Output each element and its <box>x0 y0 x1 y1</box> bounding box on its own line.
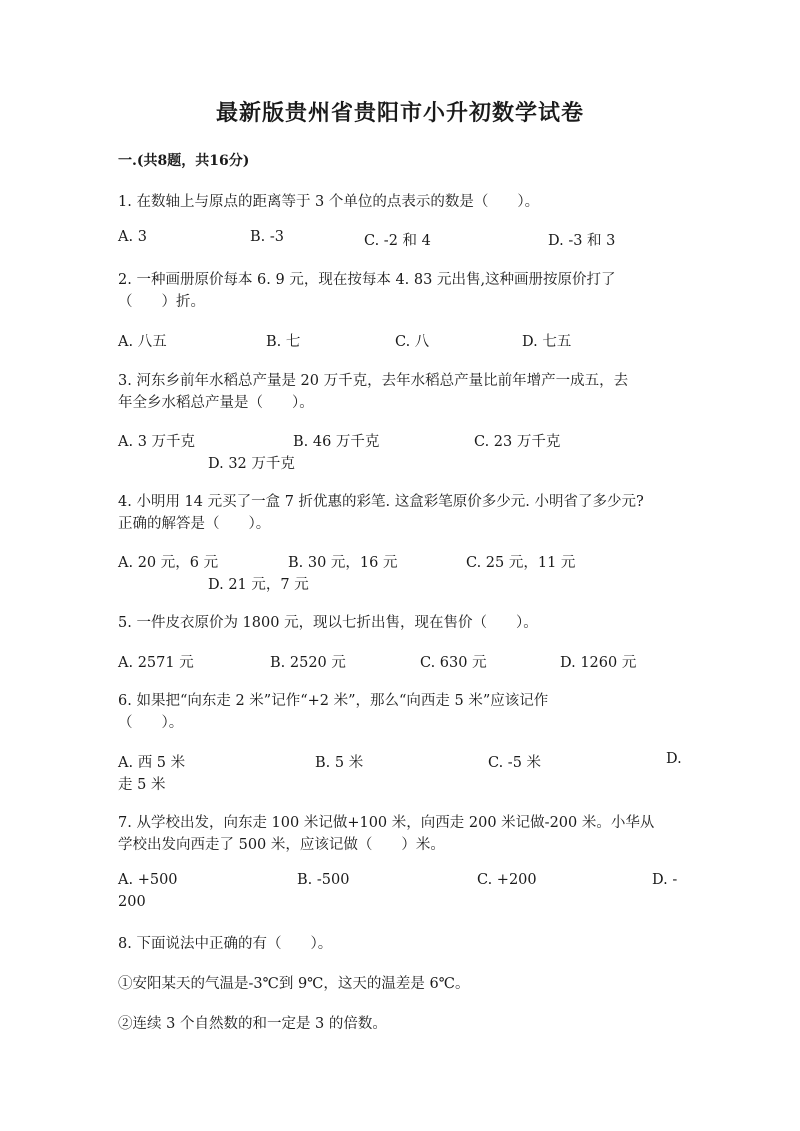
question-2-option-c: C. 八 <box>395 334 430 350</box>
question-2-option-d: D. 七五 <box>522 334 572 350</box>
question-4-text-line-2: 正确的解答是（ ）。 <box>118 516 271 532</box>
question-7-option-d-continuation: 200 <box>118 894 146 910</box>
question-3-option-a: A. 3 万千克 <box>118 434 196 450</box>
question-2-option-a: A. 八五 <box>118 334 167 350</box>
question-4-text-line-1: 4. 小明用 14 元买了一盒 7 折优惠的彩笔. 这盒彩笔原价多少元. 小明省了多少元? <box>118 494 644 510</box>
question-1-option-b: B. -3 <box>250 229 284 245</box>
question-7-option-c: C. +200 <box>477 872 537 888</box>
question-4-option-a: A. 20 元，6 元 <box>118 555 219 571</box>
question-1-text: 1. 在数轴上与原点的距离等于 3 个单位的点表示的数是（ ）。 <box>118 194 540 210</box>
question-4-option-b: B. 30 元，16 元 <box>288 555 398 571</box>
question-2-text-line-1: 2. 一种画册原价每本 6. 9 元，现在按每本 4. 83 元出售,这种画册按原价打了 <box>118 272 616 288</box>
question-3-text-line-1: 3. 河东乡前年水稻总产量是 20 万千克，去年水稻总产量比前年增产一成五，去 <box>118 373 629 389</box>
question-1-option-a: A. 3 <box>118 229 147 245</box>
question-8-statement-1: ①安阳某天的气温是-3℃到 9℃，这天的温差是 6℃。 <box>118 976 470 992</box>
question-6-option-a: A. 西 5 米 <box>118 755 186 771</box>
section-heading: 一.(共8题，共16分) <box>118 153 250 169</box>
question-3-text-line-2: 年全乡水稻总产量是（ ）。 <box>118 395 314 411</box>
question-6-text-line-2: （ ）。 <box>118 715 184 731</box>
question-7-option-d: D. - <box>652 872 678 888</box>
question-4-option-d: D. 21 元，7 元 <box>208 577 309 593</box>
question-5-option-b: B. 2520 元 <box>270 655 346 671</box>
question-8-statement-2: ②连续 3 个自然数的和一定是 3 的倍数。 <box>118 1016 387 1032</box>
question-2-text-line-2: （ ）折。 <box>118 294 205 310</box>
question-8-text: 8. 下面说法中正确的有（ ）。 <box>118 936 333 952</box>
exam-title: 最新版贵州省贵阳市小升初数学试卷 <box>215 101 584 126</box>
question-6-text-line-1: 6. 如果把“向东走 2 米”记作“+2 米”，那么“向西走 5 米”应该记作 <box>118 693 549 709</box>
question-6-option-b: B. 5 米 <box>315 755 364 771</box>
question-3-option-b: B. 46 万千克 <box>293 434 380 450</box>
question-1-option-d: D. -3 和 3 <box>548 233 616 249</box>
question-1-option-c: C. -2 和 4 <box>364 233 431 249</box>
question-5-option-a: A. 2571 元 <box>118 655 194 671</box>
question-5-option-c: C. 630 元 <box>420 655 487 671</box>
question-5-text: 5. 一件皮衣原价为 1800 元，现以七折出售，现在售价（ ）。 <box>118 615 538 631</box>
question-3-option-c: C. 23 万千克 <box>474 434 561 450</box>
question-6-option-d: D. <box>666 751 682 767</box>
question-5-option-d: D. 1260 元 <box>560 655 637 671</box>
question-7-option-b: B. -500 <box>297 872 350 888</box>
question-6-option-d-continuation: 走 5 米 <box>118 777 166 793</box>
question-3-option-d: D. 32 万千克 <box>208 456 295 472</box>
question-7-option-a: A. +500 <box>118 872 178 888</box>
question-6-option-c: C. -5 米 <box>488 755 542 771</box>
question-7-text-line-1: 7. 从学校出发，向东走 100 米记做+100 米，向西走 200 米记做-200 米。小华从 <box>118 815 655 831</box>
question-7-text-line-2: 学校出发向西走了 500 米，应该记做（ ）米。 <box>118 837 445 853</box>
question-4-option-c: C. 25 元，11 元 <box>466 555 576 571</box>
question-2-option-b: B. 七 <box>266 334 301 350</box>
